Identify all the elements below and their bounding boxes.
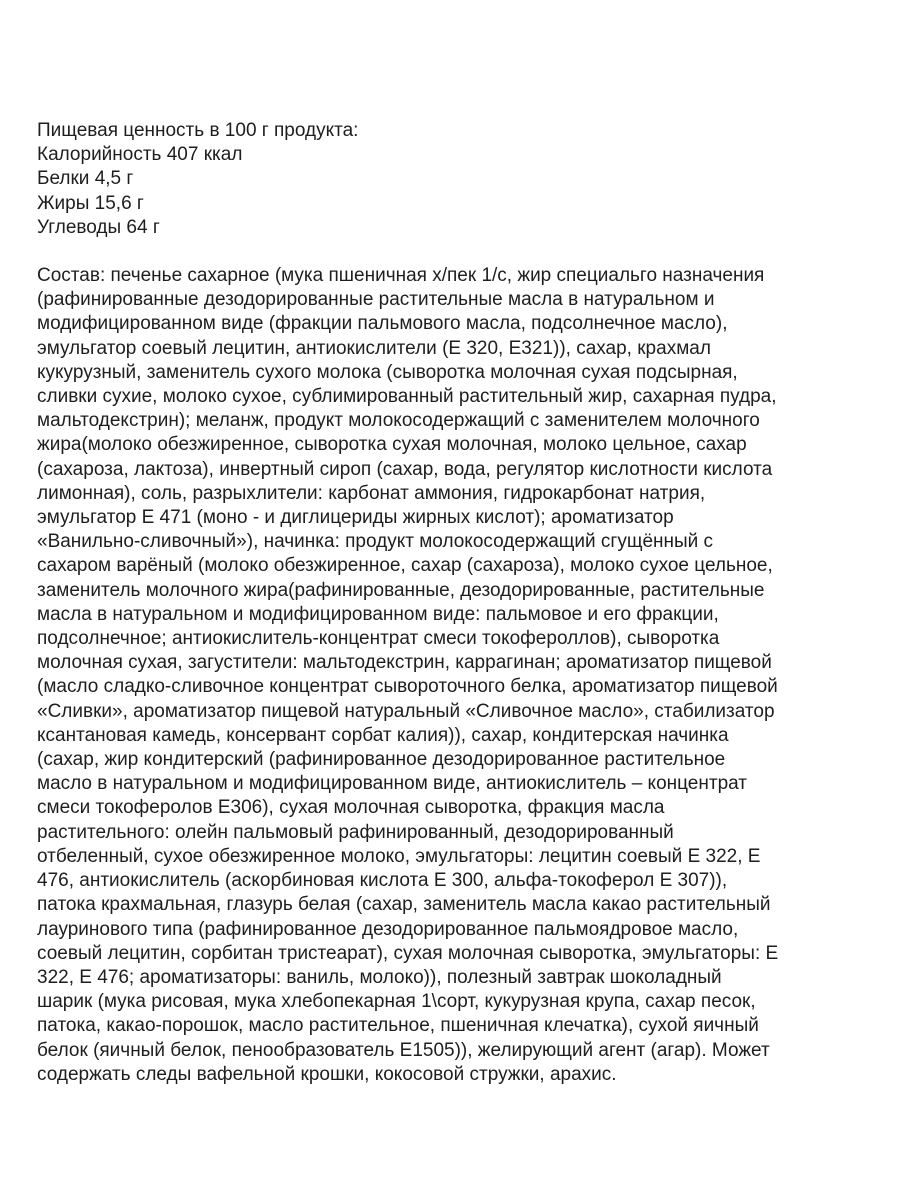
composition-line: соевый лецитин, сорбитан тристеарат), сухая молочная сыворотка, эмульгаторы: Е	[37, 942, 779, 964]
composition-line: ксантановая камедь, консервант сорбат калия)), сахар, кондитерская начинка	[37, 724, 729, 746]
composition-line: шарик (мука рисовая, мука хлебопекарная 1\сорт, кукурузная крупа, сахар песок,	[37, 991, 756, 1013]
composition-line: масла в натуральном и модифицированном виде: пальмовое и его фракции,	[37, 603, 719, 625]
composition-line: лауринового типа (рафинированное дезодорированное пальмоядровое масло,	[37, 918, 739, 940]
composition-line: Состав: печенье сахарное (мука пшеничная х/пек 1/с, жир специальго назначения	[37, 265, 765, 287]
document-page	[37, 119, 867, 1087]
composition-line: патока, какао-порошок, масло растительное, пшеничная клечатка), сухой яичный	[37, 1015, 759, 1037]
composition-line: (рафинированные дезодорированные растительные масла в натуральном и	[37, 289, 715, 311]
composition-text	[37, 264, 867, 1087]
composition-line: модифицированном виде (фракции пальмового масла, подсолнечное масло),	[37, 313, 728, 335]
composition-line: сливки сухие, молоко сухое, сублимированный растительный жир, сахарная пудра,	[37, 386, 777, 408]
composition-line: мальтодекстрин); меланж, продукт молокосодержащий с заменителем молочного	[37, 410, 760, 432]
composition-line: «Ванильно-сливочный»), начинка: продукт молокосодержащий сгущённый с	[37, 531, 714, 553]
composition-line: «Сливки», ароматизатор пищевой натуральный «Сливочное масло», стабилизатор	[37, 700, 775, 722]
composition-line: растительного: олейн пальмовый рафинированный, дезодорированный	[37, 821, 674, 843]
nutrition-facts	[37, 119, 867, 240]
composition-line: отбеленный, сухое обезжиренное молоко, эмульгаторы: лецитин соевый Е 322, Е	[37, 845, 761, 867]
composition-line: 322, Е 476; ароматизаторы: ваниль, молоко)), полезный завтрак шоколадный	[37, 966, 722, 988]
composition-line: подсолнечное; антиокислитель-концентрат смеси токофероллов), сыворотка	[37, 628, 720, 650]
composition-line: содержать следы вафельной крошки, кокосовой стружки, арахис.	[37, 1063, 617, 1085]
composition-line: кукурузный, заменитель сухого молока (сыворотка молочная сухая подсырная,	[37, 361, 738, 383]
composition-line: заменитель молочного жира(рафинированные, дезодорированные, растительные	[37, 579, 765, 601]
composition-line: молочная сухая, загустители: мальтодекстрин, каррагинан; ароматизатор пищевой	[37, 652, 772, 674]
composition-line: (сахар, жир кондитерский (рафинированное дезодорированное растительное	[37, 749, 726, 771]
composition-line: масло в натуральном и модифицированном виде, антиокислитель – концентрат	[37, 773, 747, 795]
protein-line: Белки 4,5 г	[37, 168, 134, 190]
composition-line: лимонная), соль, разрыхлители: карбонат аммония, гидрокарбонат натрия,	[37, 482, 706, 504]
composition-line: 476, антиокислитель (аскорбиновая кислота Е 300, альфа-токоферол Е 307)),	[37, 870, 728, 892]
composition-line: белок (яичный белок, пенообразователь Е1505)), желирующий агент (агар). Может	[37, 1039, 770, 1061]
carbs-line: Углеводы 64 г	[37, 216, 160, 238]
composition-line: (масло сладко-сливочное концентрат сывороточного белка, ароматизатор пищевой	[37, 676, 778, 698]
composition-line: патока крахмальная, глазурь белая (сахар, заменитель масла какао растительный	[37, 894, 771, 916]
composition-line: жира(молоко обезжиренное, сыворотка сухая молочная, молоко цельное, сахар	[37, 434, 747, 456]
nutrition-title: Пищевая ценность в 100 г продукта:	[37, 120, 359, 141]
composition-line: (сахароза, лактоза), инвертный сироп (сахар, вода, регулятор кислотности кислота	[37, 458, 773, 480]
composition-line: смеси токоферолов Е306), сухая молочная сыворотка, фракция масла	[37, 797, 665, 819]
composition-line: эмульгатор Е 471 (моно - и диглицериды жирных кислот); ароматизатор	[37, 507, 674, 529]
composition-line: сахаром варёный (молоко обезжиренное, сахар (сахароза), молоко сухое цельное,	[37, 555, 773, 577]
fat-line: Жиры 15,6 г	[37, 192, 144, 214]
composition-line: эмульгатор соевый лецитин, антиокислители (Е 320, Е321)), сахар, крахмал	[37, 337, 711, 359]
calories-line: Калорийность 407 ккал	[37, 144, 243, 166]
